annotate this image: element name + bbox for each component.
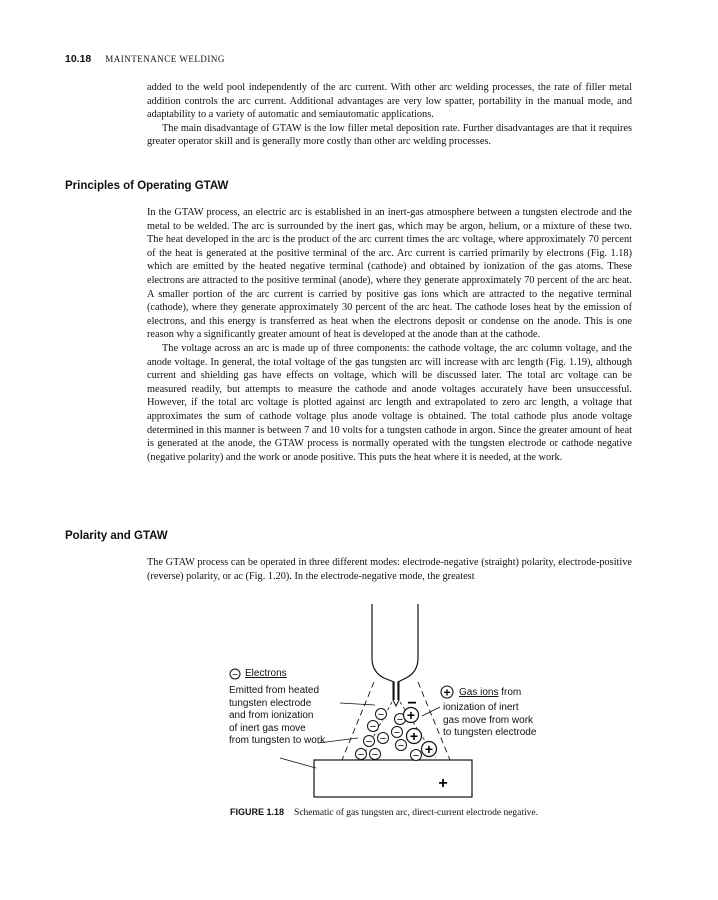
ion-legend-sign: +: [443, 685, 451, 700]
running-head: [65, 53, 665, 66]
intro-paragraph-2: The main disadvantage of GTAW is the low filler metal deposition rate. Further disadvantages are that it requires greater operator skill and is generally more costly than other arc welding processes.: [147, 122, 632, 148]
electron-sign: −: [397, 740, 405, 752]
ion-sign: +: [406, 707, 416, 723]
electrons-description: [229, 685, 325, 748]
electrons-label-text: Electrons: [245, 668, 287, 679]
section-heading-principles: Principles of Operating GTAW: [65, 180, 229, 192]
ions-label-from: from: [501, 687, 522, 698]
running-title: MAINTENANCE WELDING: [105, 54, 225, 64]
electrons-desc-line: and from ionization: [229, 710, 314, 721]
ions-desc-line: ionization of inert: [443, 702, 519, 713]
electron-sign: −: [379, 733, 387, 745]
electrons-desc-line: tungsten electrode: [229, 697, 312, 709]
electron-legend-sign: −: [232, 670, 238, 681]
polarity-paragraph-1: The GTAW process can be operated in three different modes: electrode-negative (straight) polarity, electrode-positive (reverse) polarity, or ac (Fig. 1.20). In the electrode-negative mode, the greatest: [147, 557, 632, 582]
intro-text: [147, 81, 632, 149]
work-polarity-sign: +: [438, 775, 448, 792]
figure-label: FIGURE 1.18: [230, 807, 285, 817]
electron-sign: −: [396, 714, 404, 726]
figure-caption-text: Schematic of gas tungsten arc, direct-current electrode negative.: [294, 808, 539, 818]
electron-sign: −: [357, 749, 365, 761]
principles-text: [147, 206, 632, 464]
polarity-text: [147, 556, 632, 583]
torch-right-wall: [398, 604, 418, 700]
electrons-desc-line: from tungsten to work: [229, 735, 326, 746]
electrons-leader-1: [340, 703, 375, 705]
ions-description: [443, 702, 536, 740]
electrons-desc-line: of inert gas move: [229, 722, 306, 734]
ion-sign: +: [424, 741, 434, 757]
figure-1-18: [0, 598, 718, 838]
electrons-label: [245, 668, 287, 681]
electron-sign: −: [371, 749, 379, 761]
arc-schematic: [0, 598, 718, 838]
electron-sign: −: [365, 736, 373, 748]
electrode-polarity-sign: −: [407, 695, 417, 712]
electron-sign: −: [412, 750, 420, 762]
ions-desc-line: to tungsten electrode: [443, 727, 537, 738]
ions-label-text: Gas ions: [459, 687, 499, 698]
electron-sign: −: [369, 721, 377, 733]
electrons-desc-line: Emitted from heated: [229, 685, 320, 696]
page-number: 10.18: [65, 53, 92, 65]
work-leader: [280, 758, 316, 768]
figure-caption: [230, 806, 650, 819]
electron-sign: −: [377, 709, 385, 721]
section-heading-polarity: Polarity and GTAW: [65, 530, 168, 542]
principles-paragraph-1: In the GTAW process, an electric arc is established in an inert-gas atmosphere between a tungsten electrode and the metal to be welded. The arc is surrounded by the inert gas, which may be argon, helium, or a mixture of these two. The heat developed in the arc is the product of the arc current times the arc voltage, where approximately 70 percent of the heat is generated at the positive terminal of the arc. Arc current is carried primarily by electrons (Fig. 1.18) which are emitted by the heated negative terminal (cathode) and obtained by ionization of the gas atoms. These electrons are attracted to the positive terminal (anode), where they generate approximately 70 percent of the arc heat. A smaller portion of the arc current is carried by positive gas ions which are attracted to the negative terminal (cathode), where they generate approximately 30 percent of the arc heat. The cathode loses heat by the emission of electrons, and this energy is transferred as heat when the electrons deposit or condense on the anode. This is one reason why a significantly greater amount of heat is developed at the anode than at the cathode.: [147, 207, 632, 341]
torch-left-wall: [372, 604, 394, 700]
electron-sign: −: [393, 727, 401, 739]
principles-paragraph-2: The voltage across an arc is made up of three components: the cathode voltage, the arc column voltage, and the anode voltage. In general, the total voltage of the gas tungsten arc will increase with arc length (Fig. 1.19), although current and shielding gas have effects on voltage, which will be discussed later. The total arc voltage can be measured readily, but attempts to measure the cathode and anode voltages accurately have been unsuccessful. However, if the total arc voltage is plotted against arc length and extrapolated to zero arc length, a voltage that approximates the sum of cathode voltage plus anode voltage is obtained. The total cathode plus anode voltage determined in this manner is between 7 and 10 volts for a tungsten cathode in argon. Since the greater amount of heat is generated at the anode, the GTAW process is normally operated with the tungsten electrode or cathode negative (negative polarity) and the work or anode positive. This puts the heat where it is needed, at the work.: [147, 342, 632, 463]
ions-desc-line: gas move from work: [443, 714, 534, 726]
intro-paragraph-1: added to the weld pool independently of the arc current. With other arc welding processes, the rate of filler metal addition controls the arc current. Additional advantages are very low spatter, portability in the manual mode, and adaptability to a variety of automatic and semiautomatic applications.: [147, 82, 632, 121]
ions-label: [459, 687, 521, 700]
work-piece: [314, 760, 472, 797]
ion-sign: +: [409, 728, 419, 744]
